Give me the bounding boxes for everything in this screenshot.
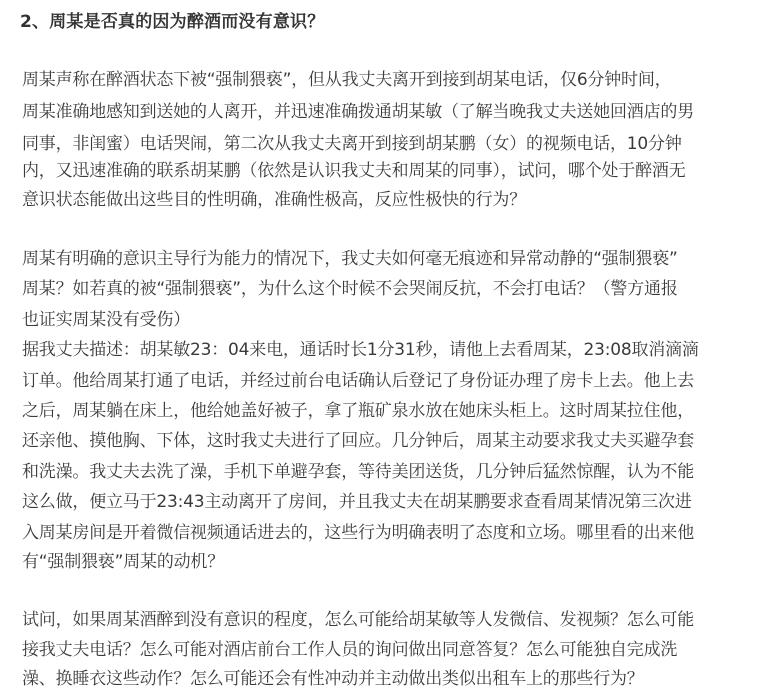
- paragraph-1-line-1: 周某声称在醉酒状态下被“强制猥亵”，但从我丈夫离开到接到胡某电话，仅6分钟时间，: [22, 70, 672, 90]
- paragraph-2-line-6: 之后，周某躺在床上，他给她盖好被子，拿了瓶矿泉水放在她床头柜上。这时周某拉住他，: [22, 401, 694, 421]
- section-heading: 2、周某是否真的因为醉酒而没有意识？: [20, 12, 325, 32]
- paragraph-2-line-9: 这么做，便立马于23:43主动离开了房间，并且我丈夫在胡某鹏要求查看周某情况第三次进: [22, 492, 692, 512]
- paragraph-3-line-1: 试问，如果周某酒醉到没有意识的程度，怎么可能给胡某敏等人发微信、发视频？怎么可能: [22, 610, 694, 630]
- paragraph-1-line-2: 周某准确地感知到送她的人离开，并迅速准确拨通胡某敏（了解当晚我丈夫送她回酒店的男: [22, 102, 694, 122]
- paragraph-1-line-5: 意识状态能做出这些目的性明确，准确性极高，反应性极快的行为？: [22, 190, 526, 210]
- paragraph-2-line-2: 周某？如若真的被“强制猥亵”，为什么这个时候不会哭闹反抗，不会打电话？（警方通报: [22, 279, 678, 299]
- paragraph-2-line-7: 还亲他、摸他胸、下体，这时我丈夫进行了回应。几分钟后，周某主动要求我丈夫买避孕套: [22, 431, 694, 451]
- paragraph-2-line-5: 订单。他给周某打通了电话，并经过前台电话确认后登记了身份证办理了房卡上去。他上去: [22, 371, 694, 391]
- paragraph-2-line-10: 入周某房间是开着微信视频通话进去的，这些行为明确表明了态度和立场。哪里看的出来他: [22, 523, 694, 543]
- paragraph-1-line-4: 内，又迅速准确的联系胡某鹏（依然是认识我丈夫和周某的同事），试问，哪个处于醉酒无: [22, 161, 686, 181]
- paragraph-2-line-1: 周某有明确的意识主导行为能力的情况下，我丈夫如何毫无痕迹和异常动静的“强制猥亵”: [22, 249, 678, 269]
- paragraph-2-line-8: 和洗澡。我丈夫去洗了澡，手机下单避孕套，等待美团送货，几分钟后猛然惊醒，认为不能: [22, 462, 694, 482]
- paragraph-2-line-4: 据我丈夫描述：胡某敏23：04来电，通话时长1分31秒，请他上去看周某，23:08取消滴滴: [22, 340, 699, 360]
- paragraph-2-line-3: 也证实周某没有受伤）: [22, 310, 190, 330]
- paragraph-3-line-2: 接我丈夫电话？怎么可能对酒店前台工作人员的询问做出同意答复？怎么可能独自完成洗: [22, 640, 678, 660]
- paragraph-3-line-3: 澡、换睡衣这些动作？怎么可能还会有性冲动并主动做出类似出租车上的那些行为？: [22, 669, 644, 689]
- paragraph-2-line-11: 有“强制猥亵”周某的动机？: [22, 552, 225, 572]
- paragraph-1-line-3: 同事，非闺蜜）电话哭闹，第二次从我丈夫离开到接到胡某鹏（女）的视频电话，10分钟: [22, 134, 682, 154]
